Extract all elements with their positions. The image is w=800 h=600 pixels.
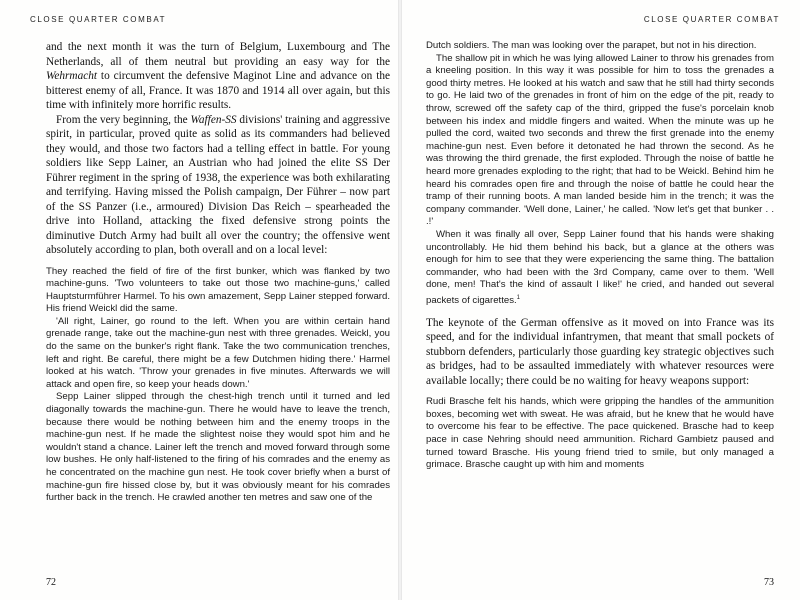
left-body-text (46, 40, 390, 258)
text-run: to circumvent the defensive Maginot Line and advance on the bitterest enemy of all, France. It was 1870 and 1914 all over again, but this time with infinitely more horrific results. (46, 70, 390, 111)
right-body-text (426, 316, 774, 389)
left-block-quote (46, 266, 390, 505)
quote-paragraph: The shallow pit in which he was lying allowed Lainer to throw his grenades from a kneeling position. In this way it was possible for him to toss the grenades a good thirty metres. He looked at his watch and saw that he still had thirty seconds to go. He laid two of the grenades in front of him on the edge of the pit, ready to throw, screwed off the safety cap of the third, gripped the fuse's porcelain knob between his index and middle fingers and waited. When the minute was up he pulled the cord, waited two seconds and threw the first grenade into the enemy machine-gun nest. Even before it detonated he had thrown the second. As he was throwing the third grenade, the first exploded. Through the noise of battle he heard more grenades exploding to the right; that had to be Weickl. Behind him he heard his comrades open fire and through the noise of battle he could hear the tramp of their running boots. A man landed beside him in the trench; it was the company commander. 'Well done, Lainer,' he called. 'Now let's get that bunker . . .!' (426, 52, 774, 228)
text-run: divisions' training and aggressive spirit, in particular, proved quite as solid as its commanders had believed they would, and those two factors had a telling effect in battle. For young soldiers like Sepp Lainer, an Austrian who had joined the elite SS Der Führer regiment in the spring of 1938, the experience was both exhilarating and terrifying. Having missed the Polish campaign, Der Führer – now part of the SS Panzer (i.e., armoured) Division Das Reich – spearheaded the drive into Holland, attacking the fixed defensive strong points the diminutive Dutch Army had built all over the country; the offensive went absolutely according to plan, both overall and on a local level: (46, 113, 390, 256)
running-head-right: CLOSE QUARTER COMBAT (643, 15, 780, 24)
left-paragraph-2 (46, 113, 390, 258)
italic-term: Waffen-SS (190, 113, 237, 126)
right-paragraph: The keynote of the German offensive as it moved on into France was its speed, and for the individual infantrymen, that meant that small pockets of stubborn defenders, particularly those guarding key strategic objectives such as bridges, had to be assaulted immediately with whatever resources were available locally; there could be no waiting for heavy weapons support: (426, 316, 774, 387)
running-head-left: CLOSE QUARTER COMBAT (30, 15, 167, 24)
left-paragraph-1 (46, 40, 390, 113)
quote-paragraph: 'All right, Lainer, go round to the left. When you are within certain hand grenade range, take out the machine-gun nest with three grenades. Weickl, you do the same on the bunker's right flank. Take the two communication trenches, left and right. Be careful, there might be a few Dutchmen hiding there.' Harmel looked at his watch. 'Throw your grenades in five minutes. Afterwards we will attack and open fire, so keep your heads down.' (46, 315, 390, 390)
quote-paragraph (426, 229, 774, 308)
quote-paragraph: Rudi Brasche felt his hands, which were gripping the handles of the ammunition boxes, becoming wet with sweat. He was afraid, but he knew that he would have to overcome his fear to be effective. The pace quickened. Brasche had to keep pace in case Nehring should need ammunition. Richard Gambietz paused and turned toward Brasche. His young friend tried to smile, but only managed a grimace. Brasche caught up with him and moments (426, 396, 774, 471)
book-gutter (398, 0, 402, 600)
quote-paragraph: They reached the field of fire of the first bunker, which was flanked by two machine-guns. 'Two volunteers to take out those two machine-guns,' called Hauptsturmführer Harmel. To his own amazement, Sepp Lainer stepped forward. His friend Weickl did the same. (46, 265, 390, 315)
right-block-quote-2 (426, 396, 774, 472)
page-number-right: 73 (764, 577, 774, 588)
italic-term: Wehrmacht (46, 70, 98, 82)
right-page (400, 0, 800, 600)
text-run: When it was finally all over, Sepp Lainer found that his hands were shaking uncontrollably. He hid them behind his back, but a glance at the others was enough for him to see that they were experiencing the same thing. The battalion commander, who had been with the 3rd Company, came over to them. 'Well done, men! That's the kind of assault I like!' he cried, and handed out several packets of cigarettes. (426, 228, 774, 307)
quote-paragraph: Dutch soldiers. The man was looking over the parapet, but not in his direction. (426, 40, 757, 51)
text-run: From the very beginning, the (56, 113, 191, 126)
page-number-left: 72 (46, 577, 56, 588)
footnote-marker[interactable]: 1 (516, 294, 520, 301)
right-block-quote (426, 40, 774, 308)
text-run: and the next month it was the turn of Belgium, Luxembourg and The Netherlands, all of them neutral but providing an easy way for the (46, 41, 390, 68)
quote-paragraph: Sepp Lainer slipped through the chest-high trench until it turned and led diagonally towards the machine-gun. There he would have to leave the trench, because there would be nothing between him and the enemy troops in the machine-gun nest. If he made the slightest noise they would spot him and he wouldn't stand a chance. Lainer left the trench and moved forward through some low bushes. He only half-listened to the firing of his comrades and the enemy as he concentrated on the machine gun nest. He took cover briefly when a burst of machine-gun fire hissed close by, but it was obviously meant for his comrades further back in the trench. He crawled another ten metres and saw one of the (46, 391, 390, 504)
